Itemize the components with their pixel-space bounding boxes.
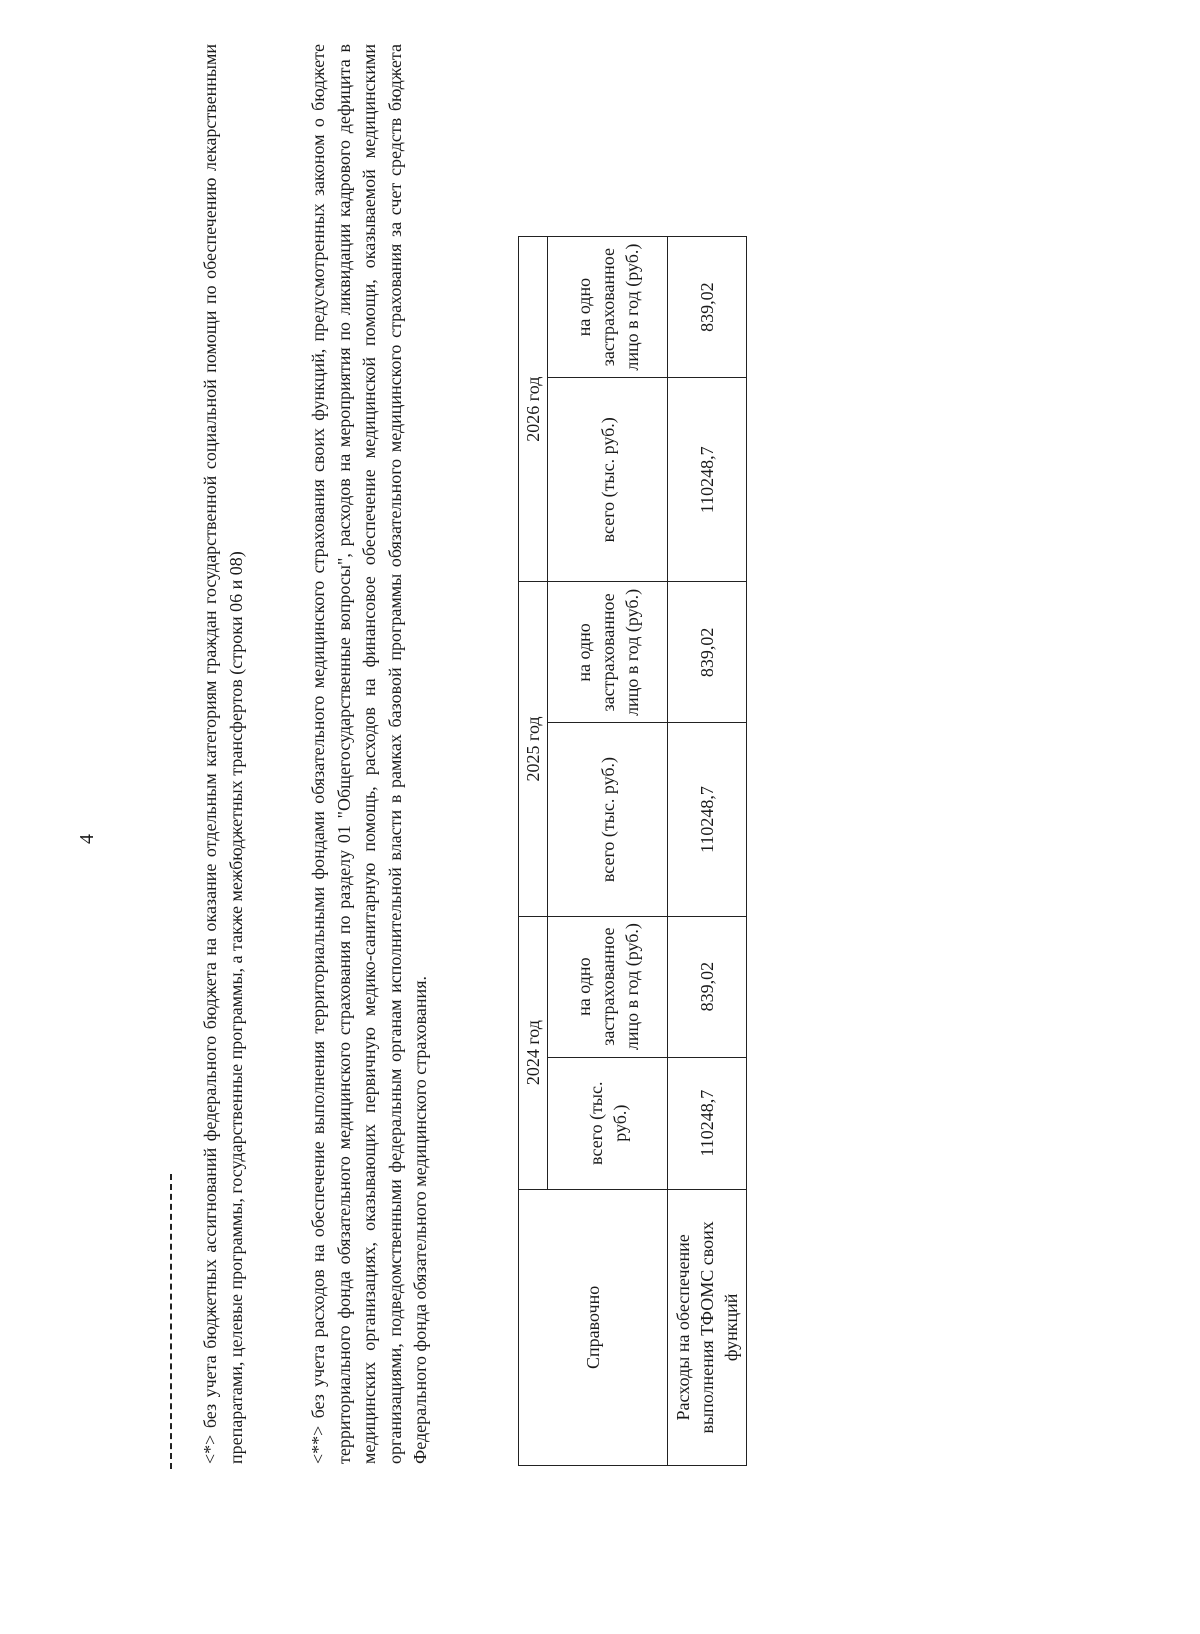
footnote-2: <**> без учета расходов на обеспечение выполнения территориальными фондами обязательного медицинского страхования своих функций, предусмотренных законом о бюджете территориального фонда обязательного медицинского страхования по разделу 01 "Общегосударственные вопросы", расходов на мероприятия по ликвидации кадрового дефицита в медицинских организациях, оказывающих первичную медико-санитарную помощь, расходов на финансовое обеспечение медицинской помощи, оказываемой медицинскими организациями, подведомственными федеральным органам исполнительной власти в рамках базовой программы обязательного медицинского страхования за счет средств бюджета Федерального фонда обязательного медицинского страхования. xyxy=(308,44,430,1464)
subheader-total-2024: всего (тыс. руб.) xyxy=(548,1057,668,1189)
value-per-person-2025: 839,02 xyxy=(668,582,747,723)
subheader-total-2025: всего (тыс. руб.) xyxy=(548,723,668,916)
value-total-2025: 110248,7 xyxy=(668,723,747,916)
subheader-total-2026: всего (тыс. руб.) xyxy=(548,378,668,582)
value-total-2024: 110248,7 xyxy=(668,1057,747,1189)
table-row xyxy=(668,237,747,1466)
subheader-per-person-2025: на одно застрахованное лицо в год (руб.) xyxy=(548,582,668,723)
value-per-person-2026: 839,02 xyxy=(668,237,747,378)
value-per-person-2024: 839,02 xyxy=(668,916,747,1057)
reference-table xyxy=(518,236,747,1466)
subheader-per-person-2024: на одно застрахованное лицо в год (руб.) xyxy=(548,916,668,1057)
footnote-separator xyxy=(170,1174,172,1469)
year-header-2024: 2024 год xyxy=(519,916,548,1189)
year-header-2026: 2026 год xyxy=(519,237,548,582)
table-corner-label: Справочно xyxy=(519,1189,668,1465)
subheader-per-person-2026: на одно застрахованное лицо в год (руб.) xyxy=(548,237,668,378)
footnote-1: <*> без учета бюджетных ассигнований федерального бюджета на оказание отдельным категориям граждан государственной социальной помощи по обеспечению лекарственными препаратами, целевые программы, государственные программы, а также межбюджетных трансфертов (строки 06 и 08) xyxy=(200,44,246,1464)
value-total-2026: 110248,7 xyxy=(668,378,747,582)
row-label: Расходы на обеспечение выполнения ТФОМС своих функций xyxy=(668,1189,747,1465)
year-header-2025: 2025 год xyxy=(519,582,548,916)
page-number: 4 xyxy=(76,834,98,844)
